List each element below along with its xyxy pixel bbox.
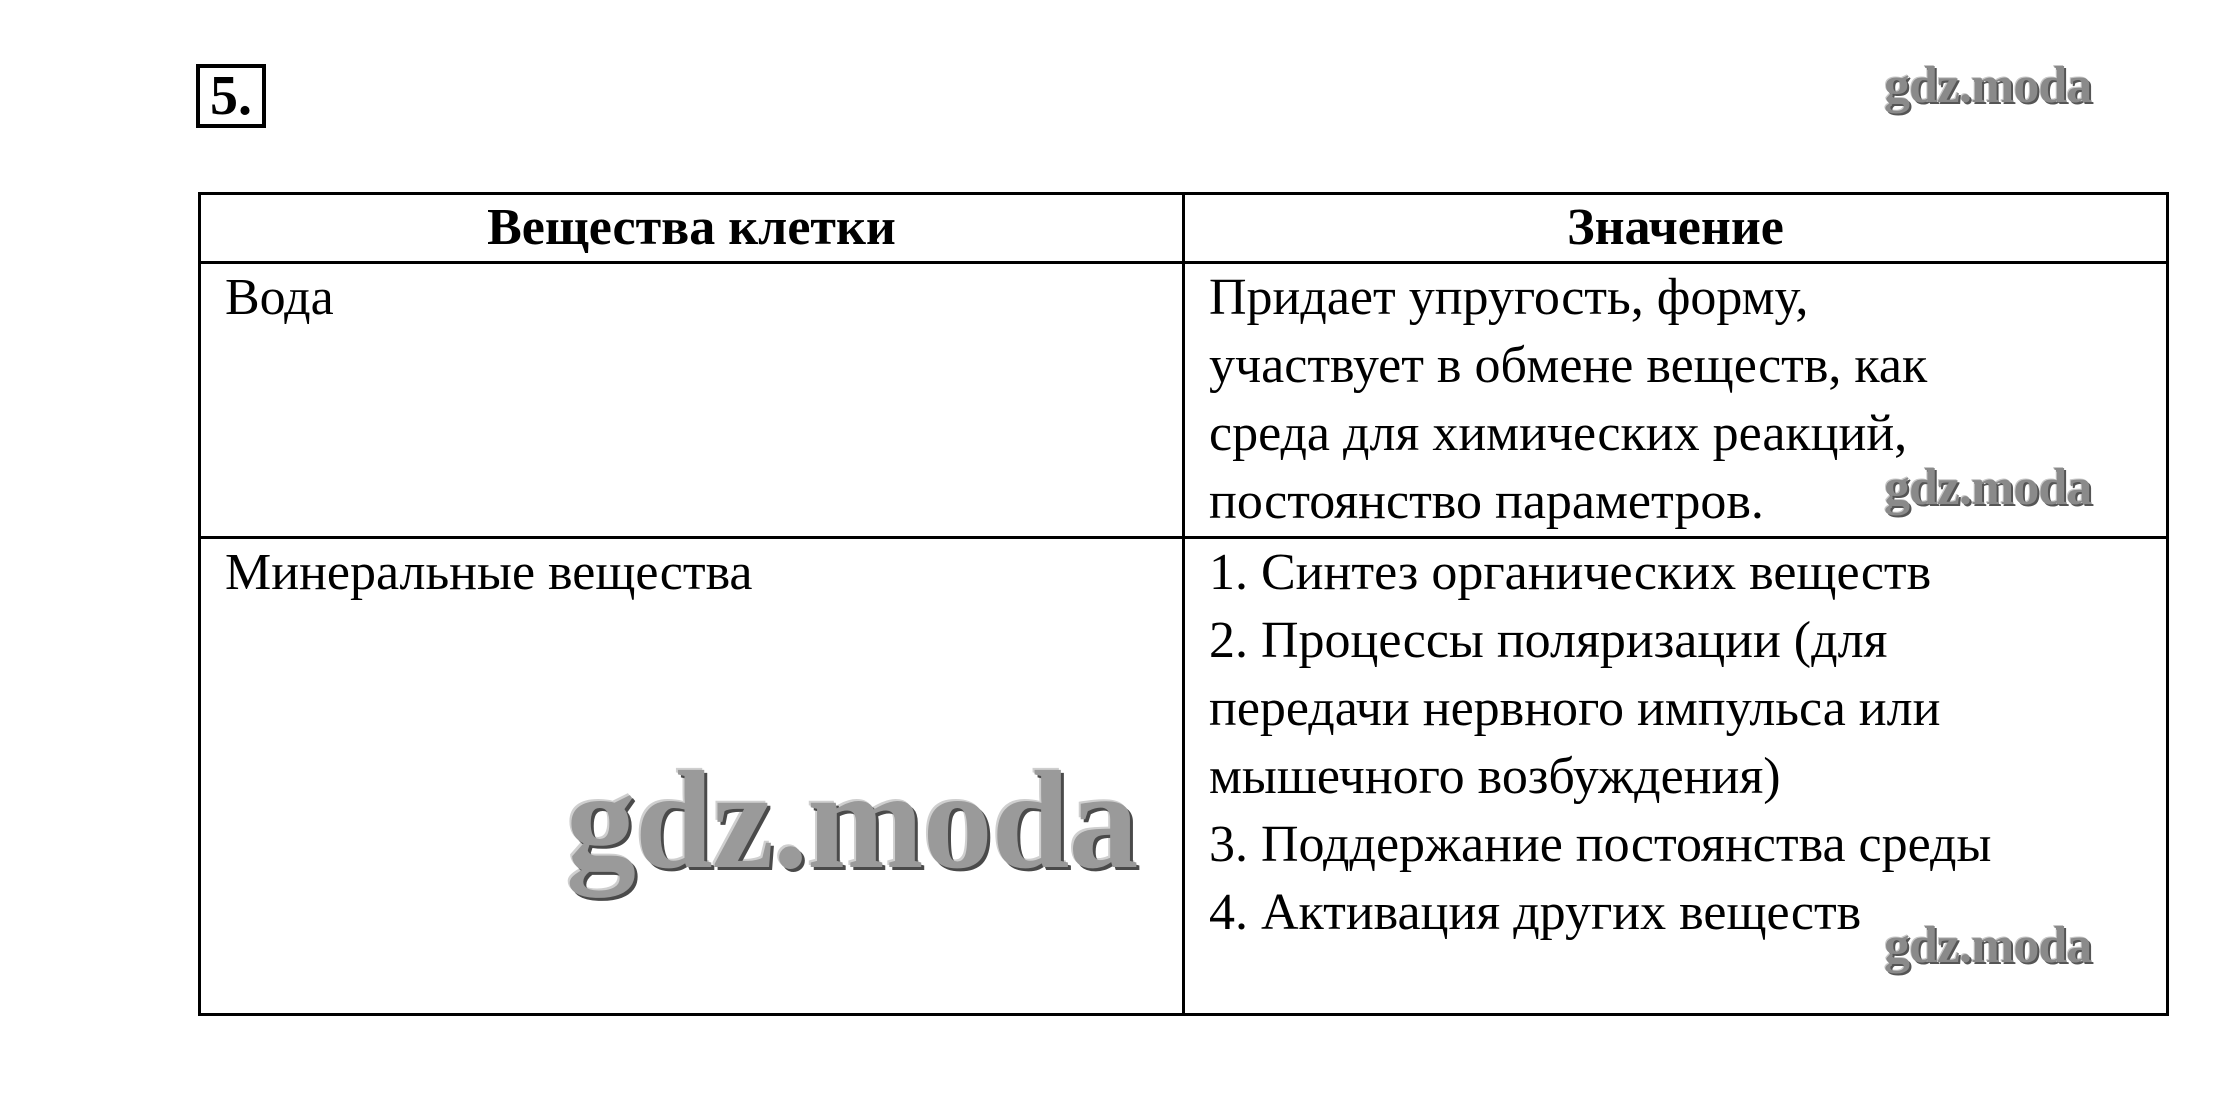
substance-cell <box>200 263 1184 538</box>
watermark-logo: gdz.moda <box>1884 57 2092 114</box>
watermark-logo-large: gdz.moda <box>566 743 1138 898</box>
table-header-row <box>200 194 2168 263</box>
meaning-line: мышечного возбуждения) <box>1209 748 1781 805</box>
meaning-line: Придает упругость, форму, <box>1209 269 1809 326</box>
meaning-line: постоянство параметров. <box>1209 473 1764 530</box>
meaning-line: 3. Поддержание постоянства среды <box>1209 816 1992 873</box>
task-number: 5. <box>196 64 266 128</box>
meaning-cell <box>1184 263 2168 538</box>
header-meaning: Значение <box>1184 194 2168 263</box>
watermark-logo: gdz.moda <box>1884 459 2092 516</box>
meaning-line: 1. Синтез органических веществ <box>1209 544 1932 601</box>
meaning-line: 4. Активация других веществ <box>1209 884 1862 941</box>
substance-name: Вода <box>225 269 334 326</box>
table-row <box>200 263 2168 538</box>
substance-cell <box>200 538 1184 1015</box>
header-substances: Вещества клетки <box>200 194 1184 263</box>
meaning-line: участвует в обмене веществ, как <box>1209 337 1928 394</box>
meaning-cell <box>1184 538 2168 1015</box>
watermark-logo: gdz.moda <box>1884 917 2092 974</box>
substance-name: Минеральные вещества <box>225 544 753 601</box>
table-row <box>200 538 2168 1015</box>
substances-table <box>198 192 2169 1016</box>
meaning-line: 2. Процессы поляризации (для <box>1209 612 1888 669</box>
meaning-line: передачи нервного импульса или <box>1209 680 1941 737</box>
meaning-line: среда для химических реакций, <box>1209 405 1908 462</box>
